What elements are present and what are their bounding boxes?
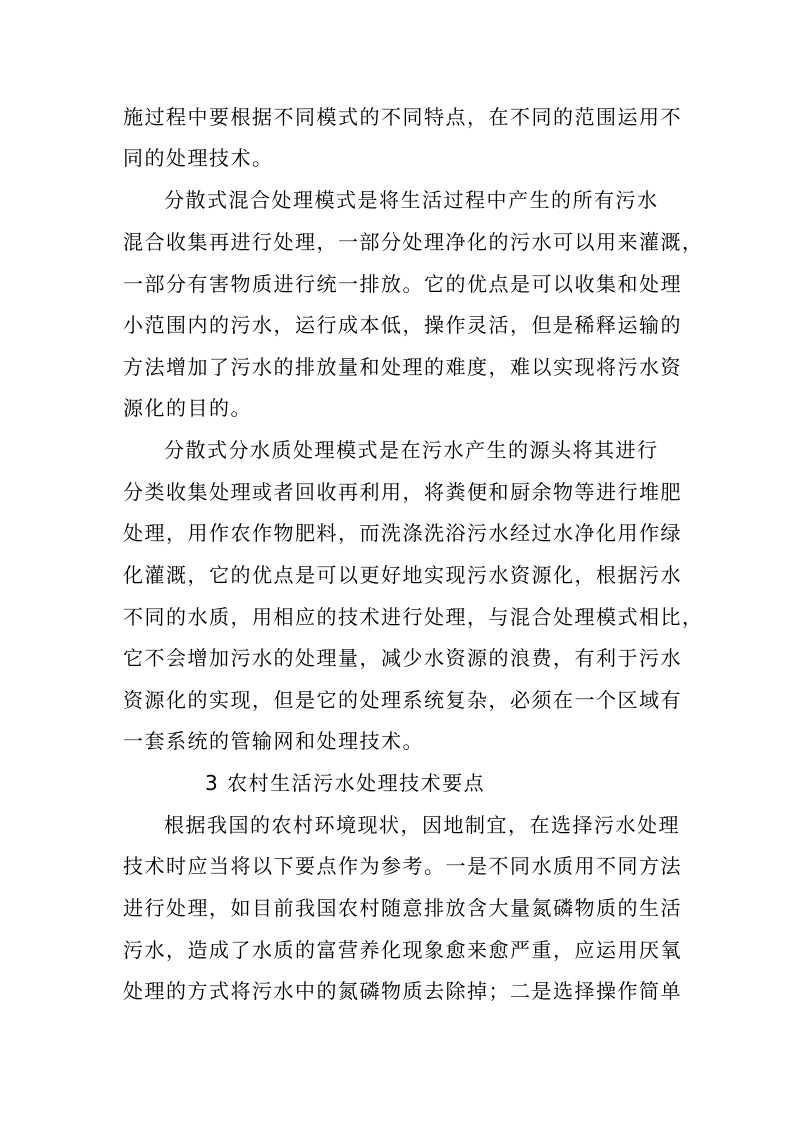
- section-heading: 3 农村生活污水处理技术要点: [205, 771, 486, 795]
- text-line: 技术时应当将以下要点作为参考。一是不同水质用不同方法: [123, 854, 682, 878]
- paragraph-first-line: 根据我国的农村环境现状，因地制宜，在选择污水处理: [164, 813, 680, 837]
- text-line: 方法增加了污水的排放量和处理的难度，难以实现将污水资: [123, 355, 682, 379]
- text-line: 一套系统的管输网和处理技术。: [123, 729, 424, 753]
- paragraph-first-line: 分散式分水质处理模式是在污水产生的源头将其进行: [164, 438, 659, 462]
- text-line: 施过程中要根据不同模式的不同特点，在不同的范围运用不: [123, 105, 682, 129]
- text-line: 进行处理，如目前我国农村随意排放含大量氮磷物质的生活: [123, 896, 682, 920]
- text-line: 处理，用作农作物肥料，而洗涤洗浴污水经过水净化用作绿: [123, 521, 682, 545]
- text-line: 处理的方式将污水中的氮磷物质去除掉；二是选择操作简单: [123, 979, 682, 1003]
- text-line: 小范围内的污水，运行成本低，操作灵活，但是稀释运输的: [123, 313, 682, 337]
- text-line: 污水，造成了水质的富营养化现象愈来愈严重，应运用厌氧: [123, 938, 682, 962]
- text-line: 混合收集再进行处理，一部分处理净化的污水可以用来灌溉，: [123, 230, 704, 254]
- text-line: 同的处理技术。: [123, 146, 274, 170]
- text-line: 源化的目的。: [123, 396, 252, 420]
- text-line: 不同的水质，用相应的技术进行处理，与混合处理模式相比，: [123, 605, 704, 629]
- text-line: 一部分有害物质进行统一排放。它的优点是可以收集和处理: [123, 272, 682, 296]
- text-line: 资源化的实现，但是它的处理系统复杂，必须在一个区域有: [123, 688, 682, 712]
- text-line: 分类收集处理或者回收再利用，将粪便和厨余物等进行堆肥: [123, 480, 682, 504]
- text-line: 它不会增加污水的处理量，减少水资源的浪费，有利于污水: [123, 646, 682, 670]
- paragraph-first-line: 分散式混合处理模式是将生活过程中产生的所有污水: [164, 188, 659, 212]
- text-line: 化灌溉，它的优点是可以更好地实现污水资源化，根据污水: [123, 563, 682, 587]
